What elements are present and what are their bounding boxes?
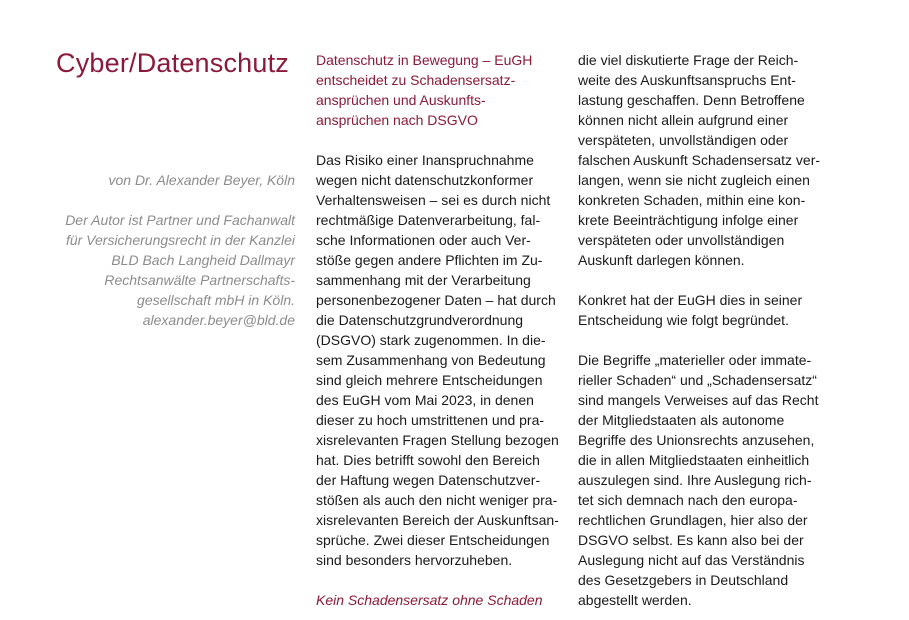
text-line: Begriffe des Unionsrechts anzusehen, — [578, 432, 815, 448]
spacer — [316, 130, 559, 150]
article-subheading: Kein Schadensersatz ohne Schaden — [316, 592, 543, 608]
text-line: Konkret hat der EuGH dies in seiner — [578, 292, 803, 308]
spacer — [578, 270, 820, 290]
text-line: sind gleich mehrere Entscheidungen — [316, 372, 543, 388]
text-line: sind besonders hervorzuheben. — [316, 552, 513, 568]
text-line: verspäteten, unvollständigen oder — [578, 132, 789, 148]
text-line: stöße gegen andere Pflichten im Zu- — [316, 252, 543, 268]
text-line: rieller Schaden“ und „Schadensersatz“ — [578, 372, 817, 388]
author-info — [65, 170, 295, 330]
text-line: DSGVO selbst. Es kann also bei der — [578, 532, 804, 548]
text-line: die viel diskutierte Frage der Reich- — [578, 52, 799, 68]
intro-paragraph — [316, 150, 559, 570]
page-title: Cyber/Datenschutz — [56, 48, 290, 78]
paragraph — [578, 290, 820, 330]
heading-line: ansprüchen nach DSGVO — [316, 112, 478, 128]
author-bio-line: Rechtsanwälte Partnerschafts- — [104, 272, 295, 288]
text-line: xisrelevanten Fragen Stellung bezogen — [316, 432, 559, 448]
text-line: Die Begriffe „materieller oder immate- — [578, 352, 812, 368]
text-line: sche Informationen oder auch Ver- — [316, 232, 531, 248]
paragraph — [578, 50, 820, 270]
text-line: sind mangels Verweises auf das Recht — [578, 392, 819, 408]
text-line: Entscheidung wie folgt begründet. — [578, 312, 789, 328]
article-column-right — [578, 50, 820, 610]
heading-line: Datenschutz in Bewegung – EuGH — [316, 52, 533, 68]
spacer — [316, 570, 559, 590]
heading-line: ansprüchen und Auskunfts- — [316, 92, 486, 108]
author-bio-line: Der Autor ist Partner und Fachanwalt — [65, 212, 295, 228]
text-line: krete Beeinträchtigung infolge einer — [578, 212, 799, 228]
text-line: sammenhang mit der Verarbeitung — [316, 272, 531, 288]
author-bio-line: BLD Bach Langheid Dallmayr — [111, 252, 295, 268]
text-line: sem Zusammenhang von Bedeutung — [316, 352, 546, 368]
text-line: können nicht allein aufgrund einer — [578, 112, 789, 128]
text-line: der Haftung wegen Datenschutzver- — [316, 472, 541, 488]
spacer — [578, 330, 820, 350]
spacer — [65, 190, 295, 210]
text-line: xisrelevanten Bereich der Auskunftsan- — [316, 512, 559, 528]
author-bio-line: gesellschaft mbH in Köln. — [137, 292, 295, 308]
text-line: (DSGVO) stark zugenommen. In die- — [316, 332, 546, 348]
author-email: alexander.beyer@bld.de — [142, 312, 295, 328]
text-line: die Datenschutzgrundverordnung — [316, 312, 524, 328]
text-line: wegen nicht datenschutzkonformer — [316, 172, 534, 188]
text-line: Das Risiko einer Inanspruchnahme — [316, 152, 534, 168]
text-line: des EuGH vom Mai 2023, in denen — [316, 392, 534, 408]
text-line: rechtmäßige Datenverarbeitung, fal- — [316, 212, 541, 228]
heading-line: entscheidet zu Schadensersatz- — [316, 72, 516, 88]
text-line: sprüche. Zwei dieser Entscheidungen — [316, 532, 550, 548]
text-line: stößen als auch den nicht weniger pra- — [316, 492, 558, 508]
text-line: rechtlichen Grundlagen, hier also der — [578, 512, 808, 528]
text-line: Auskunft darlegen können. — [578, 252, 745, 268]
author-bio-line: für Versicherungsrecht in der Kanzlei — [65, 232, 295, 248]
author-byline: von Dr. Alexander Beyer, Köln — [108, 172, 295, 188]
text-line: die in allen Mitgliedstaaten einheitlich — [578, 452, 810, 468]
text-line: konkreten Schaden, mithin eine kon- — [578, 192, 806, 208]
paragraph — [578, 350, 820, 610]
text-line: lastung geschaffen. Denn Betroffene — [578, 92, 805, 108]
text-line: falschen Auskunft Schadensersatz ver- — [578, 152, 821, 168]
text-line: der Mitgliedstaaten als autonome — [578, 412, 785, 428]
text-line: tet sich demnach nach den europa- — [578, 492, 798, 508]
text-line: weite des Auskunftsanspruchs Ent- — [578, 72, 796, 88]
text-line: hat. Dies betrifft sowohl den Bereich — [316, 452, 540, 468]
text-line: langen, wenn sie nicht zugleich einen — [578, 172, 810, 188]
text-line: verspäteten oder unvollständigen — [578, 232, 785, 248]
text-line: Verhaltensweisen – sei es durch nicht — [316, 192, 551, 208]
text-line: abgestellt werden. — [578, 592, 692, 608]
text-line: des Gesetzgebers in Deutschland — [578, 572, 789, 588]
article-column-middle — [316, 50, 559, 610]
text-line: Auslegung nicht auf das Verständnis — [578, 552, 805, 568]
text-line: dieser zu hoch umstrittenen und pra- — [316, 412, 545, 428]
text-line: personenbezogener Daten – hat durch — [316, 292, 556, 308]
article-heading — [316, 50, 559, 130]
text-line: auszulegen sind. Ihre Auslegung rich- — [578, 472, 812, 488]
